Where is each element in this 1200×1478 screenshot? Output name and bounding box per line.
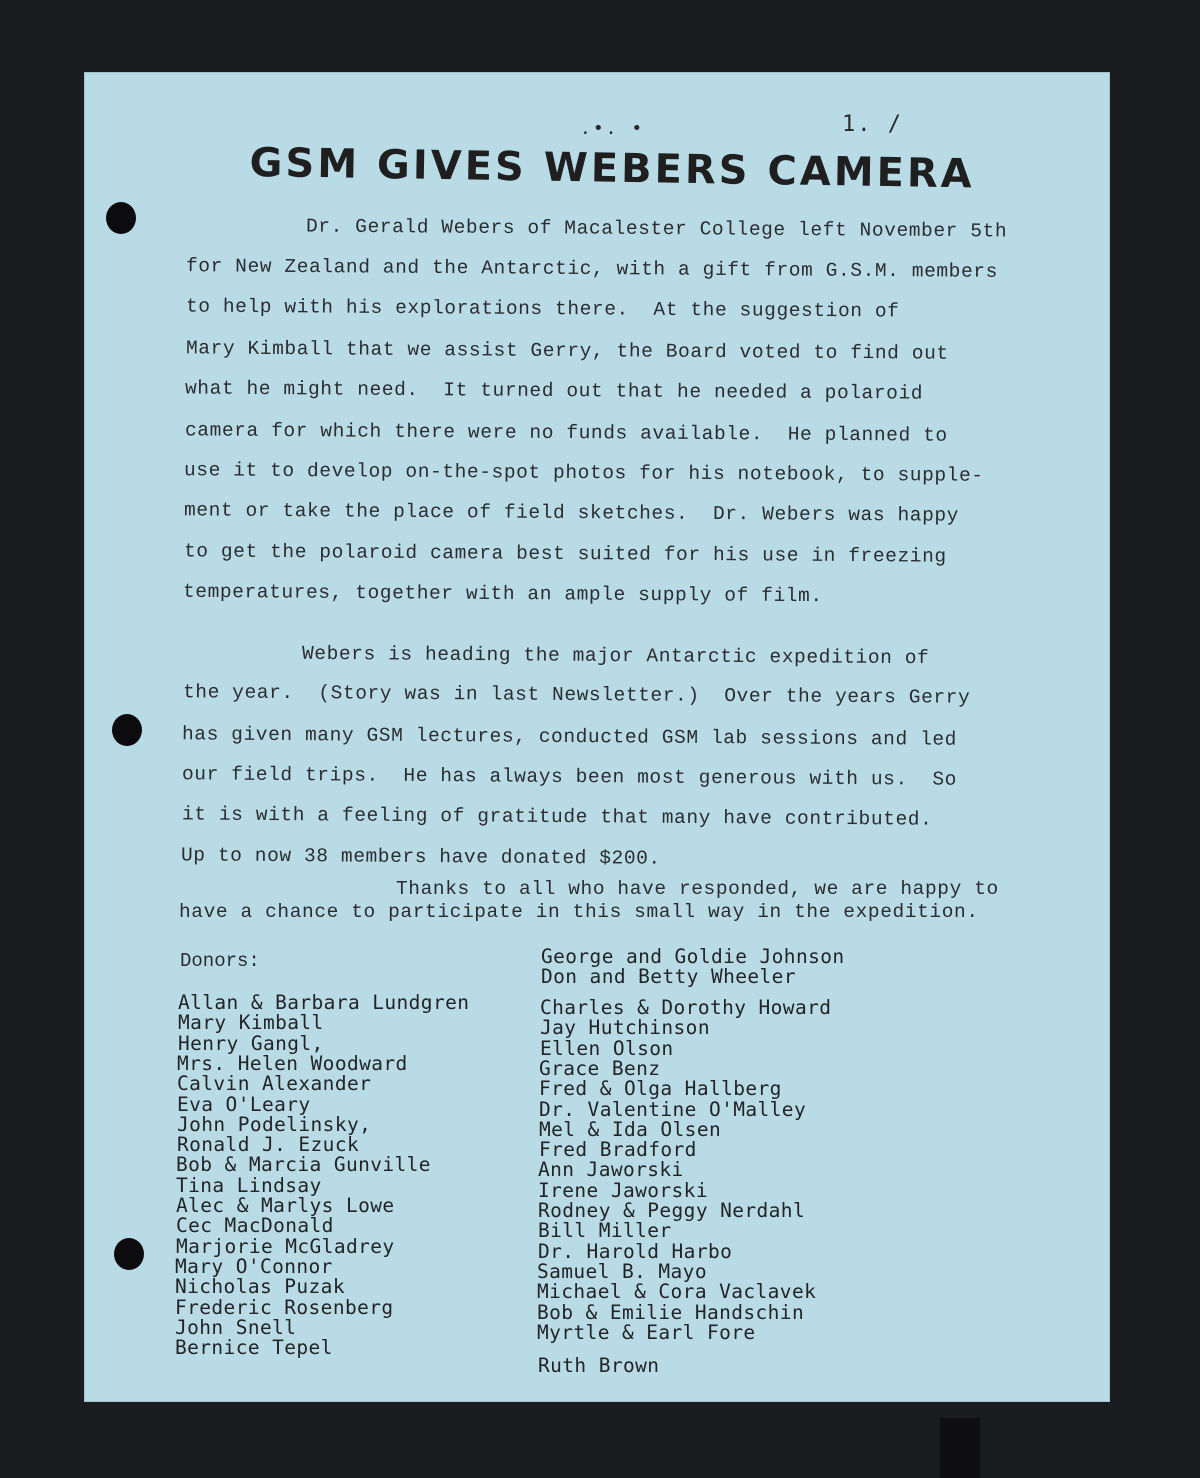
donor-name: Tina Lindsay — [176, 1174, 322, 1197]
paragraph-line: Mary Kimball that we assist Gerry, the Board voted to find out — [185, 337, 949, 365]
donor-name: Nicholas Puzak — [175, 1275, 345, 1298]
donor-name: Ann Jaworski — [538, 1158, 684, 1181]
paragraph-line: to get the polaroid camera best suited for his use in freezing — [183, 540, 947, 568]
donor-name: Fred Bradford — [539, 1138, 697, 1161]
paragraph-line: to help with his explorations there. At the suggestion of — [185, 295, 900, 323]
donor-name: Irene Jaworski — [538, 1179, 708, 1202]
donor-name: Ronald J. Ezuck — [177, 1133, 360, 1156]
donor-name: Marjorie McGladrey — [176, 1235, 395, 1258]
paragraph-line: Dr. Gerald Webers of Macalester College left November 5th — [305, 215, 1008, 243]
paragraph-line: Webers is heading the major Antarctic expedition of — [301, 642, 930, 670]
donor-name: Ellen Olson — [540, 1037, 674, 1060]
donor-name: Grace Benz — [539, 1057, 661, 1080]
donor-name: Henry Gangl, — [178, 1032, 324, 1055]
donor-name: Bill Miller — [538, 1219, 672, 1242]
donor-name: Samuel B. Mayo — [537, 1260, 707, 1283]
donor-name: Jay Hutchinson — [540, 1016, 710, 1039]
paragraph-line: our field trips. He has always been most generous with us. So — [181, 763, 958, 791]
donor-name: Michael & Cora Vaclavek — [537, 1280, 817, 1303]
donor-name: John Podelinsky, — [177, 1113, 372, 1136]
donor-name: Myrtle & Earl Fore — [537, 1321, 756, 1344]
paragraph-line: what he might need. It turned out that he needed a polaroid — [184, 377, 924, 405]
page-title: GSM GIVES WEBERS CAMERA — [249, 140, 976, 198]
donor-name: Rodney & Peggy Nerdahl — [538, 1199, 806, 1222]
paragraph-line: camera for which there were no funds available. He planned to — [184, 419, 948, 447]
donor-name: Mel & Ida Olsen — [539, 1118, 722, 1141]
paragraph-line: Up to now 38 members have donated $200. — [180, 844, 661, 870]
donor-name: Charles & Dorothy Howard — [540, 996, 832, 1019]
donor-right-last: Ruth Brown — [538, 1354, 660, 1377]
paragraph-line: for New Zealand and the Antarctic, with a gift from G.S.M. members — [185, 255, 999, 283]
bottom-tab-strip — [940, 1418, 980, 1478]
paragraph-line: ment or take the place of field sketches. Dr. Webers was happy — [183, 499, 960, 527]
paragraph-line: it is with a feeling of gratitude that many have contributed. — [181, 803, 933, 831]
punch-hole-bottom — [114, 1238, 144, 1270]
donor-name: Dr. Harold Harbo — [538, 1240, 733, 1263]
donor-name: Frederic Rosenberg — [175, 1296, 394, 1319]
donors-label: Donors: — [180, 950, 260, 972]
punch-hole-middle — [112, 714, 142, 746]
donor-name: Don and Betty Wheeler — [541, 965, 796, 988]
donor-name: Mary Kimball — [178, 1011, 324, 1034]
paragraph-line: temperatures, together with an ample supply of film. — [182, 580, 823, 608]
donor-name: Dr. Valentine O'Malley — [539, 1098, 807, 1121]
donor-name: Mary O'Connor — [175, 1255, 333, 1278]
paragraph-line: Thanks to all who have responded, we are happy to — [396, 878, 999, 900]
donor-name: Mrs. Helen Woodward — [177, 1052, 408, 1075]
punch-hole-top — [106, 202, 136, 234]
donor-name: Fred & Olga Hallberg — [539, 1077, 782, 1100]
paragraph-line: has given many GSM lectures, conducted GSM lab sessions and led — [181, 723, 958, 751]
donor-name: Calvin Alexander — [177, 1072, 372, 1095]
donor-name: Bob & Emilie Handschin — [537, 1301, 805, 1324]
page-mark: 1. / — [842, 112, 903, 137]
donor-name: Allan & Barbara Lundgren — [178, 991, 470, 1014]
top-marks: .•. • — [580, 118, 645, 139]
donor-name: George and Goldie Johnson — [541, 945, 845, 968]
donor-name: John Snell — [175, 1316, 297, 1339]
donor-name: Eva O'Leary — [177, 1093, 311, 1116]
donor-name: Cec MacDonald — [176, 1214, 334, 1237]
paragraph-line: have a chance to participate in this small way in the expedition. — [179, 901, 979, 923]
paragraph-line: use it to develop on-the-spot photos for his notebook, to supple- — [183, 459, 984, 487]
donor-name: Bernice Tepel — [175, 1336, 333, 1359]
donor-name: Bob & Marcia Gunville — [176, 1153, 431, 1176]
donor-name: Alec & Marlys Lowe — [176, 1194, 395, 1217]
paragraph-line: the year. (Story was in last Newsletter.) Over the years Gerry — [182, 681, 971, 709]
